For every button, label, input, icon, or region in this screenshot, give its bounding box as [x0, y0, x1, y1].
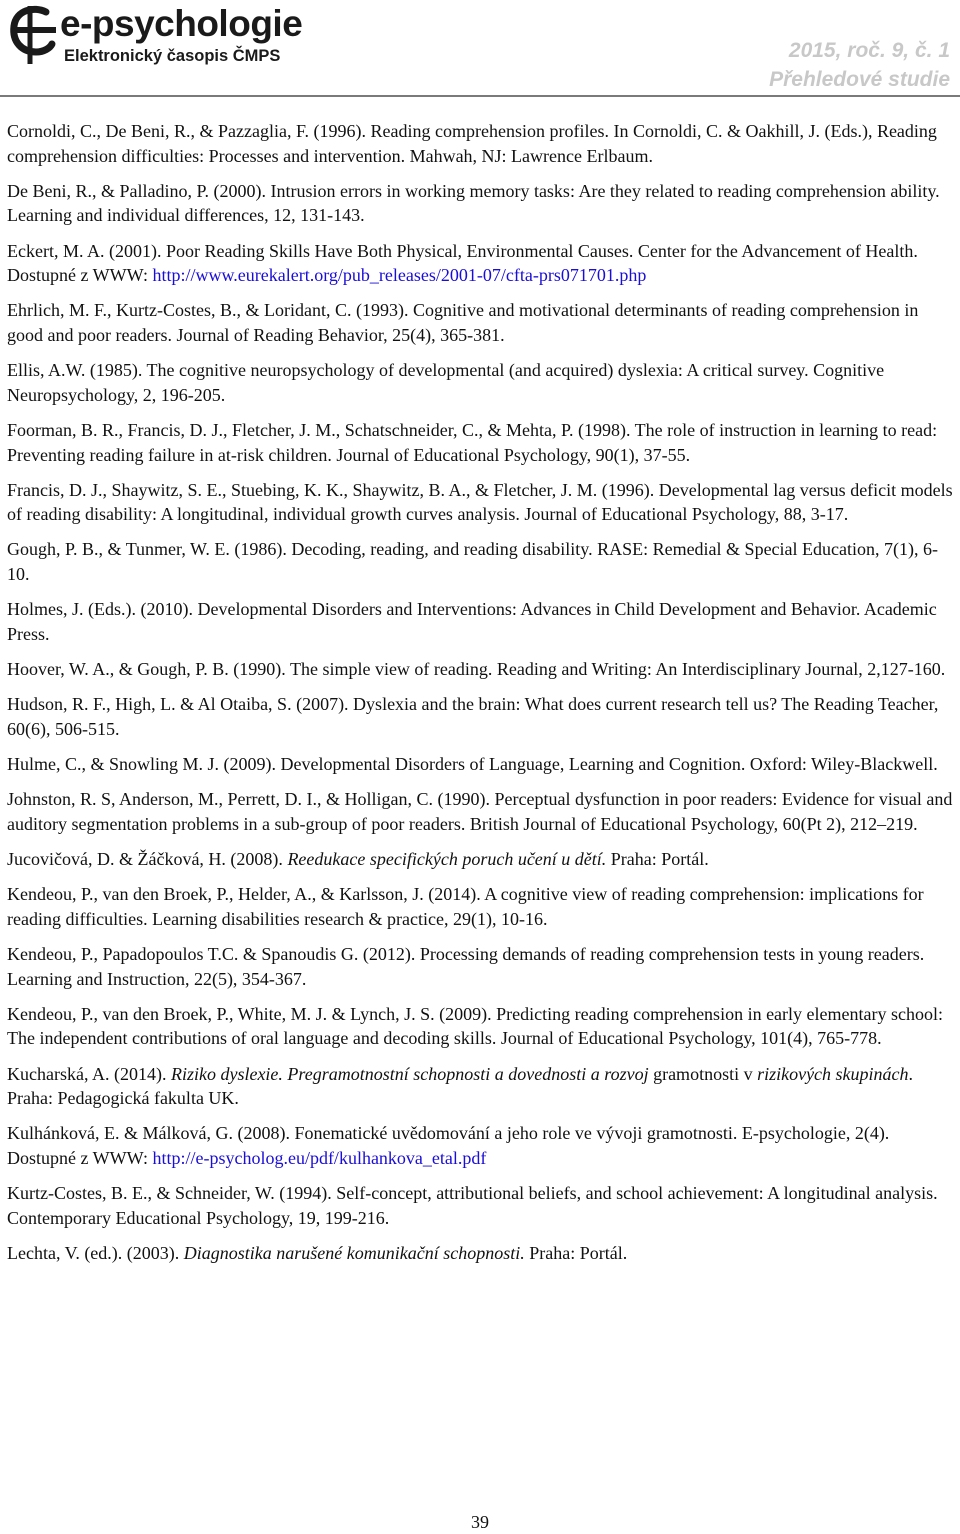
journal-logo	[6, 2, 366, 72]
reference-item: Kurtz-Costes, B. E., & Schneider, W. (1994). Self-concept, attributional beliefs, and school achievement: A longitudinal analysis. Contemporary Educational Psychology, 19, 199-216.	[7, 1183, 938, 1228]
reference-item: Kucharská, A. (2014). Riziko dyslexie. Pregramotnostní schopnosti a dovednosti a rozvoj gramotnosti v rizikových skupinách. Praha: Pedagogická fakulta UK.	[7, 1063, 914, 1109]
reference-item: Francis, D. J., Shaywitz, S. E., Stuebing, K. K., Shaywitz, B. A., & Fletcher, J. M. (1996). Developmental lag versus deficit models of reading disability: A longitudinal, individual growth curves analysis. Journal of Educational Psychology, 88, 3-17.	[7, 479, 953, 525]
reference-item: Ehrlich, M. F., Kurtz-Costes, B., & Loridant, C. (1993). Cognitive and motivational determinants of reading comprehension in good and poor readers. Journal of Reading Behavior, 25(4), 365-381.	[7, 300, 919, 345]
reference-item: De Beni, R., & Palladino, P. (2000). Intrusion errors in working memory tasks: Are they related to reading comprehension ability. Learning and individual differences, 12, 131-143.	[7, 180, 940, 226]
reference-item: Hoover, W. A., & Gough, P. B. (1990). The simple view of reading. Reading and Writing: An Interdisciplinary Journal, 2,127-160.	[7, 659, 946, 680]
reference-item: Cornoldi, C., De Beni, R., & Pazzaglia, F. (1996). Reading comprehension profiles. In Cornoldi, C. & Oakhill, J. (Eds.), Reading comprehension difficulties: Processes and intervention. Mahwah, NJ: Lawrence Erlbaum.	[7, 121, 937, 166]
logo-subtitle: Elektronický časopis ČMPS	[64, 47, 281, 65]
reference-item: Holmes, J. (Eds.). (2010). Developmental Disorders and Interventions: Advances in Child Development and Behavior. Academic Press.	[7, 599, 937, 644]
page-header	[0, 0, 960, 96]
reference-item: Kulhánková, E. & Málková, G. (2008). Fonematické uvědomování a jeho role ve vývoji gramotnosti. E-psychologie, 2(4). Dostupné z WWW: http://e-psycholog.eu/pdf/kulhankova_etal.pdf	[7, 1123, 890, 1168]
e-logo-icon	[6, 2, 62, 68]
reference-link[interactable]: http://e-psycholog.eu/pdf/kulhankova_etal.pdf	[152, 1147, 487, 1168]
reference-item: Jucovičová, D. & Žáčková, H. (2008). Reedukace specifických poruch učení u dětí. Praha: Portál.	[7, 848, 709, 869]
section-name: Přehledové studie	[769, 68, 950, 91]
reference-item: Hudson, R. F., High, L. & Al Otaiba, S. (2007). Dyslexia and the brain: What does current research tell us? The Reading Teacher, 60(6), 506-515.	[7, 694, 939, 739]
reference-item: Eckert, M. A. (2001). Poor Reading Skills Have Both Physical, Environmental Causes. Center for the Advancement of Health. Dostupné z WWW: http://www.eurekalert.org/pub_releases/2001-07/cfta-prs071701.php	[7, 240, 918, 286]
reference-item: Foorman, B. R., Francis, D. J., Fletcher, J. M., Schatschneider, C., & Mehta, P. (1998). The role of instruction in learning to read: Preventing reading failure in at-risk children. Journal of Educational Psychology, 90(1), 37-55.	[7, 419, 938, 465]
issue-number: 2015, roč. 9, č. 1	[788, 39, 950, 62]
reference-item: Ellis, A.W. (1985). The cognitive neuropsychology of developmental (and acquired) dyslexia: A critical survey. Cognitive Neuropsychology, 2, 196-205.	[7, 360, 885, 405]
reference-item: Kendeou, P., van den Broek, P., White, M. J. & Lynch, J. S. (2009). Predicting reading comprehension in early elementary school: The independent contributions of oral language and decoding skills. Journal of Educational Psychology, 101(4), 765-778.	[7, 1003, 943, 1049]
reference-item: Lechta, V. (ed.). (2003). Diagnostika narušené komunikační schopnosti. Praha: Portál.	[7, 1242, 628, 1263]
page-number: 39	[471, 1512, 489, 1532]
reference-link[interactable]: http://www.eurekalert.org/pub_releases/2001-07/cfta-prs071701.php	[152, 265, 647, 286]
reference-item: Kendeou, P., Papadopoulos T.C. & Spanoudis G. (2012). Processing demands of reading comprehension tests in young readers. Learning and Instruction, 22(5), 354-367.	[7, 943, 925, 989]
reference-item: Kendeou, P., van den Broek, P., Helder, A., & Karlsson, J. (2014). A cognitive view of reading comprehension: implications for reading difficulties. Learning disabilities research & practice, 29(1), 10-16.	[7, 884, 924, 929]
reference-item: Hulme, C., & Snowling M. J. (2009). Developmental Disorders of Language, Learning and Cognition. Oxford: Wiley-Blackwell.	[7, 754, 938, 774]
logo-title: e-psychologie	[60, 3, 303, 44]
reference-item: Gough, P. B., & Tunmer, W. E. (1986). Decoding, reading, and reading disability. RASE: Remedial & Special Education, 7(1), 6-10.	[7, 539, 938, 585]
issue-info	[769, 36, 950, 94]
reference-item: Johnston, R. S, Anderson, M., Perrett, D. I., & Holligan, C. (1990). Perceptual dysfunction in poor readers: Evidence for visual and auditory segmentation problems in a sub-group of poor readers. British Journal of Educational Psychology, 60(Pt 2), 212–219.	[7, 789, 953, 834]
reference-list	[7, 119, 955, 1276]
header-divider	[0, 95, 960, 97]
